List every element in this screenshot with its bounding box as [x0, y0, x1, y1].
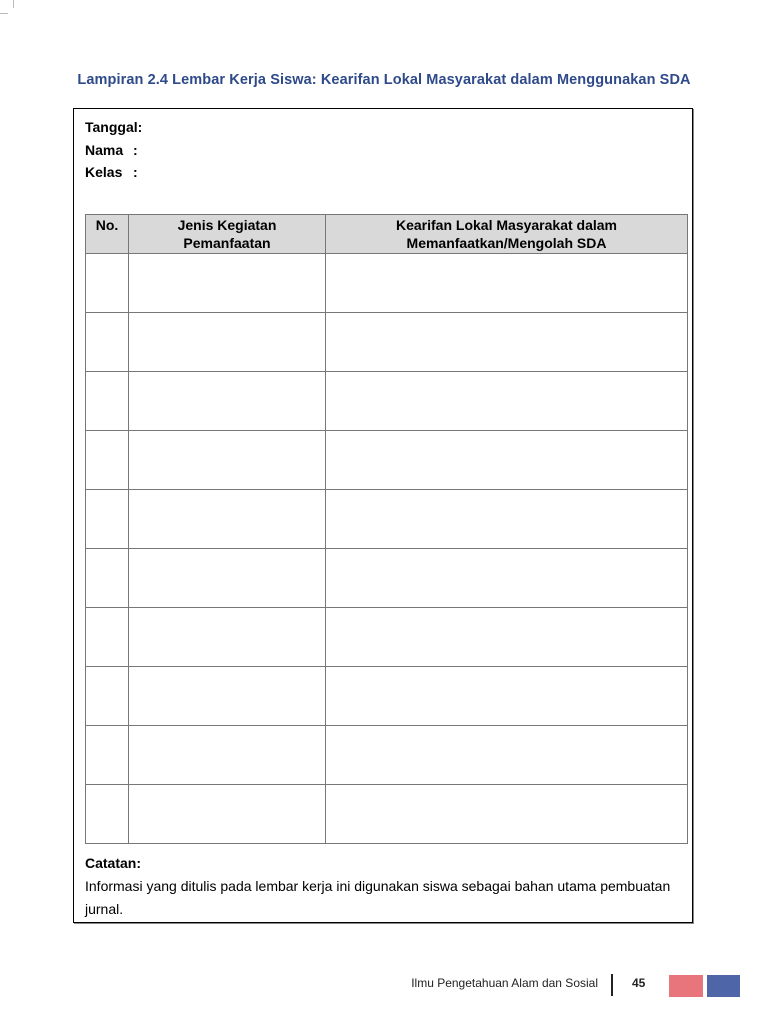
table-row — [86, 549, 688, 608]
field-label-kelas: Kelas — [85, 164, 123, 180]
cell-kearifan-lokal[interactable] — [326, 254, 688, 313]
cell-kearifan-lokal[interactable] — [326, 608, 688, 667]
header-kearifan-line1: Kearifan Lokal Masyarakat dalam — [396, 217, 617, 233]
cell-kearifan-lokal[interactable] — [326, 667, 688, 726]
cell-jenis-kegiatan[interactable] — [129, 726, 326, 785]
page-title: Lampiran 2.4 Lembar Kerja Siswa: Kearifan Lokal Masyarakat dalam Menggunakan SDA — [77, 72, 691, 88]
header-jenis-line1: Jenis Kegiatan — [177, 217, 277, 233]
table-header-row — [86, 215, 688, 254]
field-colon-nama: : — [133, 141, 138, 158]
table-row — [86, 608, 688, 667]
notes-section — [85, 852, 675, 921]
cell-jenis-kegiatan[interactable] — [129, 313, 326, 372]
table-row — [86, 313, 688, 372]
student-info-fields — [85, 116, 142, 184]
field-kelas — [85, 161, 142, 184]
table-row — [86, 667, 688, 726]
cell-jenis-kegiatan[interactable] — [129, 549, 326, 608]
footer-accent-pink — [669, 975, 703, 997]
cell-no[interactable] — [86, 667, 129, 726]
table-row — [86, 785, 688, 844]
cell-no[interactable] — [86, 608, 129, 667]
cell-jenis-kegiatan[interactable] — [129, 431, 326, 490]
worksheet-frame — [73, 108, 693, 923]
cell-kearifan-lokal[interactable] — [326, 726, 688, 785]
table-body — [86, 254, 688, 844]
field-nama — [85, 139, 142, 162]
cell-kearifan-lokal[interactable] — [326, 313, 688, 372]
header-no: No. — [86, 215, 129, 254]
cell-kearifan-lokal[interactable] — [326, 785, 688, 844]
field-label-nama: Nama — [85, 141, 124, 158]
cell-no[interactable] — [86, 726, 129, 785]
footer-book-title: Ilmu Pengetahuan Alam dan Sosial — [411, 976, 598, 990]
header-kearifan-line2: Memanfaatkan/Mengolah SDA — [406, 235, 607, 251]
header-kearifan-lokal — [326, 215, 688, 254]
cell-no[interactable] — [86, 785, 129, 844]
field-tanggal — [85, 116, 142, 139]
cell-kearifan-lokal[interactable] — [326, 490, 688, 549]
cell-jenis-kegiatan[interactable] — [129, 490, 326, 549]
table-row — [86, 490, 688, 549]
worksheet-table — [85, 214, 688, 844]
header-jenis-kegiatan — [129, 215, 326, 254]
cell-kearifan-lokal[interactable] — [326, 372, 688, 431]
cell-jenis-kegiatan[interactable] — [129, 667, 326, 726]
cell-jenis-kegiatan[interactable] — [129, 608, 326, 667]
notes-body: Informasi yang ditulis pada lembar kerja ini digunakan siswa sebagai bahan utama pembuatan jurnal. — [85, 878, 671, 917]
cell-jenis-kegiatan[interactable] — [129, 254, 326, 313]
cell-jenis-kegiatan[interactable] — [129, 372, 326, 431]
field-label-tanggal: Tanggal: — [85, 119, 143, 135]
cell-kearifan-lokal[interactable] — [326, 549, 688, 608]
cell-kearifan-lokal[interactable] — [326, 431, 688, 490]
table-row — [86, 431, 688, 490]
cell-jenis-kegiatan[interactable] — [129, 785, 326, 844]
page-number: 45 — [632, 976, 646, 990]
notes-title: Catatan: — [85, 855, 142, 871]
crop-mark-horizontal — [0, 13, 8, 14]
cell-no[interactable] — [86, 313, 129, 372]
table-row — [86, 254, 688, 313]
cell-no[interactable] — [86, 254, 129, 313]
table-row — [86, 372, 688, 431]
cell-no[interactable] — [86, 431, 129, 490]
cell-no[interactable] — [86, 549, 129, 608]
table-row — [86, 726, 688, 785]
footer-separator — [611, 974, 613, 996]
field-colon-kelas: : — [133, 164, 138, 180]
footer-accent-blue — [707, 975, 740, 997]
cell-no[interactable] — [86, 490, 129, 549]
header-jenis-line2: Pemanfaatan — [183, 235, 271, 251]
cell-no[interactable] — [86, 372, 129, 431]
crop-mark-vertical — [13, 0, 14, 8]
